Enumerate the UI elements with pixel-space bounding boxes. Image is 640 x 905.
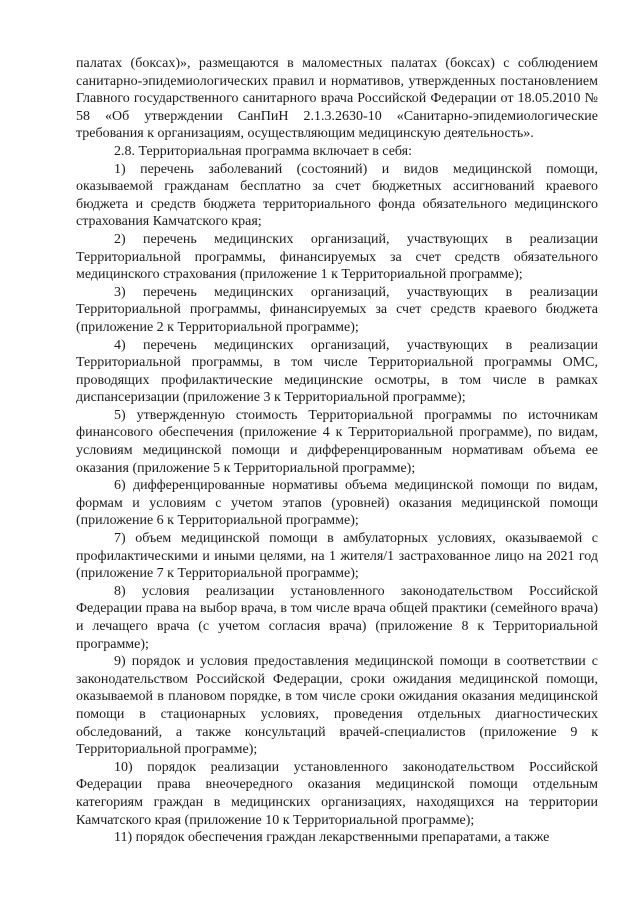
list-item-4: 4) перечень медицинских организаций, участвующих в реализации Территориальной программы, в том числе Территориальной программы ОМС, проводящих профилактические медицинские осмотры, в том числе в рамках диспансеризации (приложение 3 к Территориальной программе); (76, 337, 598, 406)
list-item-1: 1) перечень заболеваний (состояний) и видов медицинской помощи, оказываемой гражданам бесплатно за счет бюджетных ассигнований краевого бюджета и средств бюджета территориального фонда обязательного медицинского страхования Камчатского края; (76, 161, 598, 230)
document-page (76, 55, 598, 847)
list-item-2: 2) перечень медицинских организаций, участвующих в реализации Территориальной программы, финансируемых за счет средств обязательного медицинского страхования (приложение 1 к Территориальной программе); (76, 231, 598, 283)
list-item-6: 6) дифференцированные нормативы объема медицинской помощи по видам, формам и условиям с учетом этапов (уровней) оказания медицинской помощи (приложение 6 к Территориальной программе); (76, 478, 598, 529)
list-item-3: 3) перечень медицинских организаций, участвующих в реализации Территориальной программы, финансируемых за счет средств краевого бюджета (приложение 2 к Территориальной программе); (76, 284, 598, 335)
list-item-11: 11) порядок обеспечения граждан лекарственными препаратами, а также (114, 830, 550, 846)
list-item-9: 9) порядок и условия предоставления медицинской помощи в соответствии с законодательством Российской Федерации, сроки ожидания медицинской помощи, оказываемой в плановом порядке, в том числе сроки ожидания оказания медицинской помощи в стационарных условиях, проведения отдельных диагностических обследований, а также консультаций врачей-специалистов (приложение 9 к Территориальной программе); (76, 654, 598, 758)
list-item-8: 8) условия реализации установленного законодательством Российской Федерации права на выбор врача, в том числе врача общей практики (семейного врача) и лечащего врача (с учетом согласия врача) (приложение 8 к Территориальной программе); (76, 583, 598, 652)
list-item-10: 10) порядок реализации установленного законодательством Российской Федерации права внеочередного оказания медицинской помощи отдельным категориям граждан в медицинских организациях, находящихся на территории Камчатского края (приложение 10 к Территориальной программе); (76, 759, 598, 828)
list-item-5: 5) утвержденную стоимость Территориальной программы по источникам финансового обеспечения (приложение 4 к Территориальной программе), по видам, условиям медицинской помощи и дифференцированным нормативам объема ее оказания (приложение 5 к Территориальной программе); (76, 407, 598, 476)
paragraph-2-8-heading: 2.8. Территориальная программа включает в себя: (114, 143, 413, 159)
paragraph-continuation: палатах (боксах)», размещаются в маломестных палатах (боксах) с соблюдением санитарно-эпидемиологических правил и нормативов, утвержденных постановлением Главного государственного санитарного врача Российской Федерации от 18.05.2010 № 58 «Об утверждении СанПиН 2.1.3.2630-10 «Санитарно-эпидемиологические требования к организациям, осуществляющим медицинскую деятельность». (76, 56, 598, 142)
list-item-7: 7) объем медицинской помощи в амбулаторных условиях, оказываемой с профилактическими и иными целями, на 1 жителя/1 застрахованное лицо на 2021 год (приложение 7 к Территориальной программе); (76, 531, 598, 582)
